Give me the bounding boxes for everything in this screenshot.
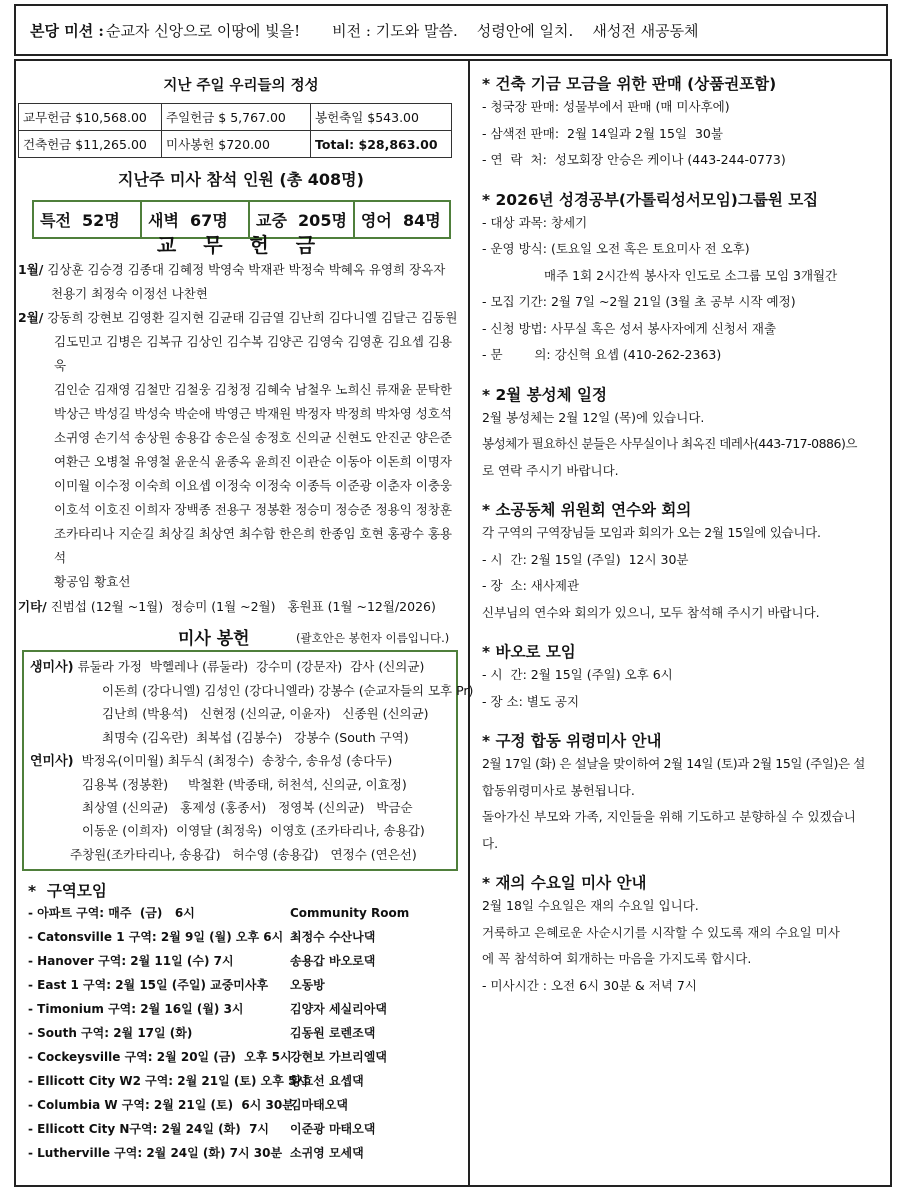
list-item: - 모집 기간: 2월 7일 ~2월 21일 (3월 초 공부 시작 예정) <box>482 294 796 309</box>
list-item: - 대상 과목: 창세기 <box>482 214 588 230</box>
list-item: - 미사시간 : 오전 6시 30분 & 저녁 7시 <box>482 977 697 993</box>
gyomu-february <box>18 306 464 594</box>
district-schedule: - Ellicott City N구역: 2월 24일 (화) 7시 <box>28 1121 270 1136</box>
month-label: 2월/ <box>18 310 44 325</box>
list-item: - 시 간: 2월 15일 (주일) 12시 30분 <box>482 551 689 567</box>
vision-text: 비전 : 기도와 말씀. 성령안에 일치. 새성전 새공동체 <box>332 21 699 40</box>
list-item: 매주 1회 2시간씩 봉사자 인도로 소그룹 모임 3개월간 <box>544 267 838 283</box>
district-host: 김동원 로렌조댁 <box>290 1025 376 1040</box>
donor-names: 김상훈 김승경 김종대 김혜정 박영숙 박재관 박정숙 박혜옥 유영희 장옥자 <box>43 262 446 277</box>
district-host: 이준광 마태오댁 <box>290 1121 376 1136</box>
mass-offering-title: 미사 봉헌 <box>178 629 250 649</box>
donor-names: 강동희 강현보 김영환 길지현 김균태 김금열 김난희 김다니엘 김달근 김동원 <box>43 310 458 325</box>
list-item: - 청국장 판매: 성물부에서 판매 (매 미사후에) <box>482 99 730 114</box>
etc-text: 진범섭 (12월 ~1월) 정승미 (1월 ~2월) 홍원표 (1월 ~12월/2026) <box>46 599 436 614</box>
table-row <box>19 131 452 158</box>
list-item <box>28 1093 464 1117</box>
district-schedule: - South 구역: 2월 17일 (화) <box>28 1025 193 1040</box>
list-item: - 장 소: 새사제관 <box>482 578 580 593</box>
attendance-cell: 교중 205명 <box>249 201 354 238</box>
paragraph-line: 각 구역의 구역장님들 모임과 회의가 오는 2월 15일에 있습니다. <box>482 525 821 540</box>
list-item: - 연 락 처: 성모회장 안승은 케이나 (443-244-0773) <box>482 152 786 167</box>
attendance-cell: 특전 52명 <box>33 201 141 238</box>
section-bible-study <box>482 210 884 369</box>
list-item: - 장 소: 별도 공지 <box>482 693 580 709</box>
district-schedule: - Cockeysville 구역: 2월 20일 (금) 오후 5시 <box>28 1049 292 1064</box>
gyomu-january <box>18 258 464 306</box>
district-host: 오동방 <box>290 977 325 992</box>
donor-names: 이호석 이호진 이희자 장백종 전용구 정봉환 정승미 정승준 정용익 정창훈 <box>54 502 453 517</box>
district-schedule: - Lutherville 구역: 2월 24일 (화) 7시 30분 <box>28 1145 283 1160</box>
saengmi-label: 생미사) <box>30 660 74 675</box>
mass-entry: 주창원(조카타리나, 송용갑) 허수영 (송용갑) 연정수 (연은선) <box>70 846 417 862</box>
district-schedule: - East 1 구역: 2월 15일 (주일) 교중미사후 <box>28 977 269 992</box>
district-title: * 구역모임 <box>28 881 107 900</box>
district-list <box>18 901 464 1165</box>
paragraph-line: 봉성체가 필요하신 분들은 사무실이나 최옥진 데레사(443-717-0886)으 <box>482 436 857 451</box>
mass-entry: 이동운 (이희자) 이영달 (최정욱) 이영호 (조카타리나, 송용갑) <box>82 823 425 839</box>
column-divider <box>468 61 470 1185</box>
section-building-fund <box>482 94 884 174</box>
donor-names: 김인순 김재영 김철만 김철웅 김청정 김혜숙 남철우 노희신 류재윤 문탁한 <box>54 382 453 397</box>
table-cell: 주일헌금 $ 5,767.00 <box>162 104 311 131</box>
donor-names: 이미월 이수정 이숙희 이요셉 이정숙 이정숙 이종득 이준광 이춘자 이충웅 <box>54 478 453 493</box>
section-title-communion: * 2월 봉성체 일정 <box>482 385 607 404</box>
district-host: 송용갑 바오로댁 <box>290 953 376 968</box>
mass-entry: 김난희 (박용석) 신현정 (신의균, 이윤자) 신종원 (신의균) <box>102 706 429 722</box>
section-title-memorial-mass: * 구정 합동 위령미사 안내 <box>482 732 662 750</box>
donor-names: 여환근 오병철 유영철 윤운식 윤종옥 윤희진 이관순 이동아 이돈희 이명자 <box>54 454 453 469</box>
district-host: 강현보 가브리엘댁 <box>290 1049 387 1064</box>
attendance-title: 지난주 미사 참석 인원 (총 408명) <box>118 170 364 189</box>
district-host: 황효선 요셉댁 <box>290 1073 364 1088</box>
section-title-paul-meeting: * 바오로 모임 <box>482 643 576 661</box>
mission-text: 순교자 신앙으로 이땅에 빛을! <box>105 21 301 40</box>
section-communion <box>482 405 884 485</box>
donor-names: 천용기 최정숙 이정선 나찬현 <box>51 286 208 301</box>
paragraph-line: 2월 17일 (화) 은 설날을 맞이하여 2월 14일 (토)과 2월 15일 (주일)은 설 <box>482 756 865 771</box>
left-column <box>18 61 474 1165</box>
district-host: 소귀영 모세댁 <box>290 1145 364 1160</box>
paragraph-line: 2월 18일 수요일은 재의 수요일 입니다. <box>482 898 699 913</box>
donor-names: 박상근 박성길 박성숙 박순애 박영근 박재원 박정자 박정희 박차영 성호석 <box>54 406 453 421</box>
mass-entry: 최상열 (신의균) 홍제성 (홍종서) 정영복 (신의균) 박금순 <box>82 800 413 816</box>
mass-offering-note: (괄호안은 봉헌자 이름입니다.) <box>296 631 450 645</box>
gyomu-etc <box>18 596 464 618</box>
section-title-bible-study: * 2026년 성경공부(가톨릭성서모임)그룹원 모집 <box>482 190 819 209</box>
list-item <box>28 1117 464 1141</box>
section-title-small-community: * 소공동체 위원회 연수와 회의 <box>482 501 692 519</box>
mission-vision-banner <box>14 4 888 56</box>
district-schedule: - Catonsville 1 구역: 2월 9일 (월) 오후 6시 <box>28 929 284 944</box>
list-item <box>28 1141 464 1165</box>
district-schedule: - Ellicott City W2 구역: 2월 21일 (토) 오후 5시 <box>28 1073 308 1088</box>
paragraph-line: 거룩하고 은혜로운 사순시기를 시작할 수 있도록 재의 수요일 미사 <box>482 924 840 940</box>
district-schedule: - Hanover 구역: 2월 11일 (수) 7시 <box>28 953 234 968</box>
section-title-ash-wednesday: * 재의 수요일 미사 안내 <box>482 874 647 892</box>
district-schedule: - Timonium 구역: 2월 16일 (월) 3시 <box>28 1001 244 1016</box>
offerings-table <box>18 103 452 158</box>
mass-entry: 최명숙 (김옥란) 최복섭 (김봉수) 강봉수 (South 구역) <box>102 729 409 745</box>
list-item <box>28 1069 464 1093</box>
mission-label: 본당 미션 : <box>30 21 104 40</box>
list-item <box>28 949 464 973</box>
table-cell: 건축헌금 $11,265.00 <box>19 131 162 158</box>
paragraph-line: 신부님의 연수와 회의가 있으니, 모두 참석해 주시기 바랍니다. <box>482 604 820 620</box>
list-item <box>28 1021 464 1045</box>
section-paul-meeting <box>482 662 884 715</box>
paragraph-line: 에 꼭 참석하여 회개하는 마음을 가지도록 합시다. <box>482 951 752 966</box>
mass-entry: 김용복 (정봉환) 박철환 (박종태, 허천석, 신의균, 이효정) <box>82 777 407 793</box>
district-host: 김마태오댁 <box>290 1097 348 1112</box>
table-cell: 미사봉헌 $720.00 <box>162 131 311 158</box>
list-item: - 운영 방식: (토요일 오전 혹은 토요미사 전 오후) <box>482 241 750 256</box>
mass-offering-box <box>22 650 474 871</box>
attendance-cell: 새벽 67명 <box>141 201 249 238</box>
mass-entry: 박정옥(이미월) 최두식 (최정수) 송창수, 송유성 (송다두) <box>73 752 393 768</box>
list-item: - 문 의: 강신혁 요셉 (410-262-2363) <box>482 347 722 362</box>
district-schedule: - Columbia W 구역: 2월 21일 (토) 6시 30분 <box>28 1097 294 1112</box>
donor-names: 황공임 황효선 <box>54 574 131 589</box>
section-small-community <box>482 520 884 626</box>
list-item <box>28 997 464 1021</box>
etc-label: 기타/ <box>18 599 47 614</box>
mass-entry: 이돈희 (강다니엘) 김성인 (강다니엘라) 강봉수 (순교자들의 모후 Pr) <box>102 683 474 699</box>
section-ash-wednesday <box>482 893 884 999</box>
list-item: - 신청 방법: 사무실 혹은 성서 봉사자에게 신청서 재출 <box>482 320 777 336</box>
mass-offering-header <box>18 622 464 650</box>
paragraph-line: 다. <box>482 835 499 851</box>
district-schedule: - 아파트 구역: 매주 (금) 6시 <box>28 905 195 920</box>
right-column <box>482 72 884 999</box>
section-title-building-fund: * 건축 기금 모금을 위한 판매 (상품권포함) <box>482 75 777 93</box>
offerings-title: 지난 주일 우리들의 정성 <box>163 78 319 94</box>
gyomu-title: 교 무 헌 금 <box>156 233 326 257</box>
list-item <box>28 1045 464 1069</box>
district-host: 최정수 수산나댁 <box>290 929 376 944</box>
table-cell: 봉헌축일 $543.00 <box>311 104 452 131</box>
list-item: - 시 간: 2월 15일 (주일) 오후 6시 <box>482 667 673 682</box>
month-label: 1월/ <box>18 262 44 277</box>
district-host: Community Room <box>290 905 410 920</box>
table-cell-total: Total: $28,863.00 <box>311 131 452 158</box>
list-item: - 삼색전 판매: 2월 14일과 2월 15일 30불 <box>482 125 723 141</box>
donor-names: 소귀영 손기석 송상원 송용갑 송은실 송정호 신의균 신현도 안진군 양은준 <box>54 430 453 445</box>
paragraph-line: 합동위령미사로 봉헌됩니다. <box>482 782 635 798</box>
list-item <box>28 925 464 949</box>
section-memorial-mass <box>482 751 884 857</box>
attendance-cell: 영어 84명 <box>354 201 450 238</box>
paragraph-line: 로 연락 주시기 바랍니다. <box>482 462 619 478</box>
table-row <box>19 104 452 131</box>
list-item <box>28 973 464 997</box>
yeonmi-label: 연미사) <box>30 753 74 769</box>
donor-names: 조카타리나 지순길 최상길 최상연 최수함 한은희 한종임 호현 홍광수 홍용석 <box>54 526 453 565</box>
list-item <box>28 901 464 925</box>
table-cell: 교무헌금 $10,568.00 <box>19 104 162 131</box>
paragraph-line: 돌아가신 부모와 가족, 지인들을 위해 기도하고 분향하실 수 있겠습니 <box>482 809 856 824</box>
paragraph-line: 2월 봉성체는 2월 12일 (목)에 있습니다. <box>482 409 705 425</box>
mass-entry: 류둘라 가정 박헬레나 (류둘라) 강수미 (강문자) 감사 (신의균) <box>73 659 425 674</box>
district-host: 김양자 세실리아댁 <box>290 1001 387 1016</box>
donor-names: 김도민고 김병은 김복규 김상인 김수복 김양곤 김영숙 김영훈 김요셉 김용욱 <box>54 334 453 373</box>
